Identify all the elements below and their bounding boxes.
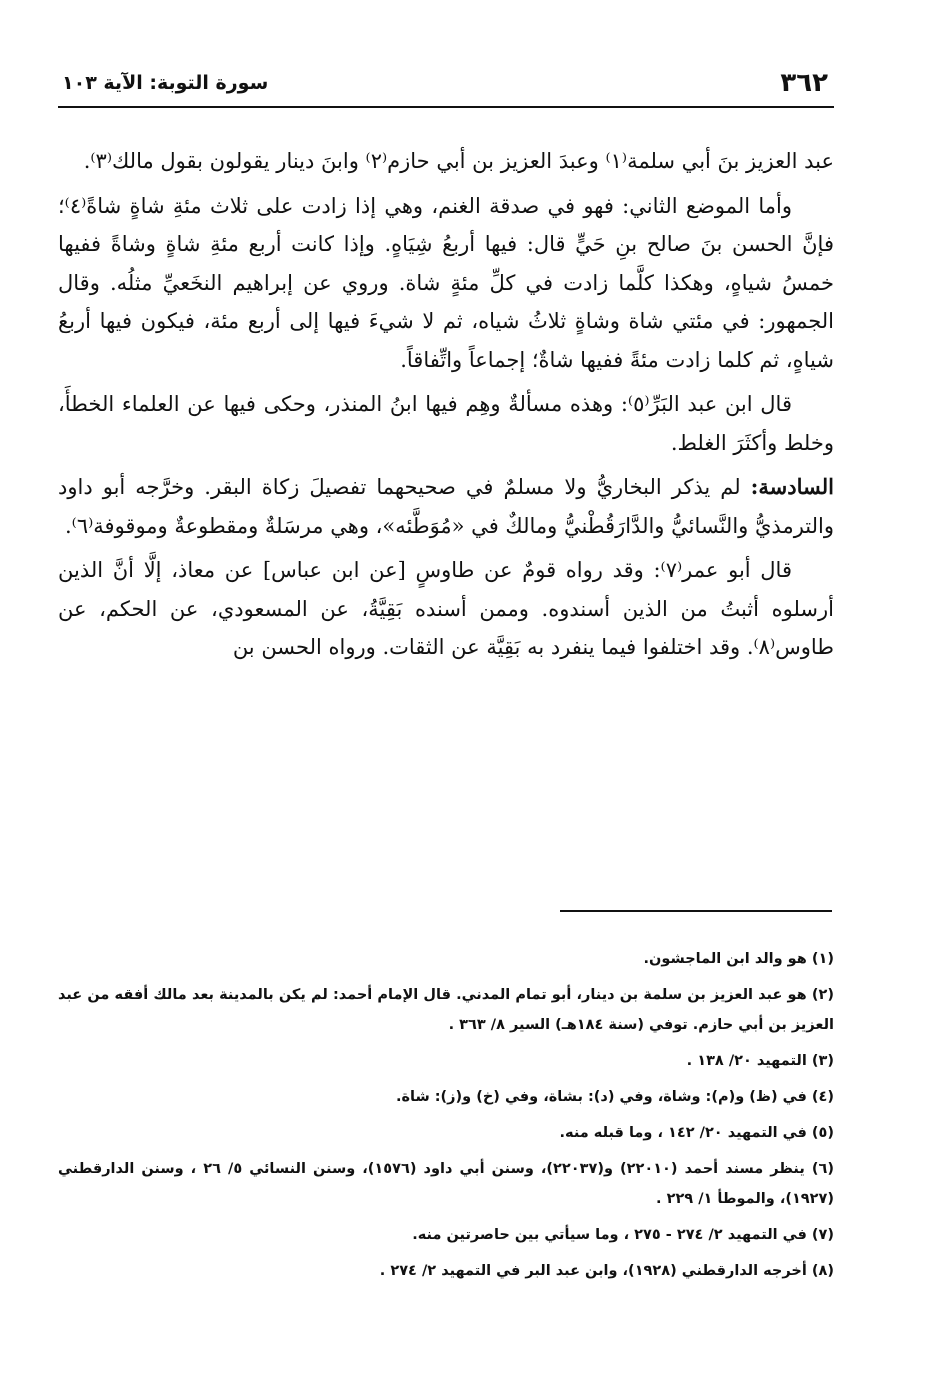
paragraph-3: قال ابن عبد البَرِّ⁽٥⁾: وهذه مسألةٌ وهِم فيها ابنُ المنذر، وحكى فيها عن العلماء الخطأَ، وخلط وأكثَرَ الغلط. [58,392,834,455]
footnote-1: (١) هو والد ابن الماجشون. [643,951,834,967]
paragraph-4-text: لم يذكر البخاريُّ ولا مسلمٌ في صحيحهما تفصيلَ زكاة البقر. وخرَّجه أبو داود والترمذيُّ والنَّسائيُّ والدَّارَقُطْنيُّ ومالكٌ في «مُوَطَّئه»، وهي مرسَلةٌ ومقطوعةٌ وموقوفة⁽٦⁾. [58,475,834,538]
page-header [58,66,834,108]
paragraph-1: عبد العزيز بنَ أبي سلمة⁽١⁾ وعبدَ العزيز بن أبي حازم⁽٢⁾ وابنَ دينار يقولون بقول مالك⁽٣⁾. [83,149,834,173]
footnote-2: (٢) هو عبد العزيز بن سلمة بن دينار، أبو تمام المدني. قال الإمام أحمد: لم يكن بالمدينة بعد مالك أفقه من عبد العزيز بن أبي حازم. توفي (سنة ١٨٤هـ) السير ٨/ ٣٦٣ . [58,987,834,1033]
footnote-4: (٤) في (ظ) و(م): وشاة، وفي (د): بشاة، وفي (خ) و(ز): شاة. [395,1089,834,1105]
section-label: السادسة: [750,474,834,499]
footnotes [58,944,834,1292]
paragraph-2: وأما الموضع الثاني: فهو في صدقة الغنم، وهي إذا زادت على ثلاث مئةِ شاةٍ شاةً⁽٤⁾؛ فإنَّ الحسن بنَ صالح بنِ حَيٍّ قال: فيها أربعُ شِيَاهٍ. وإذا كانت أربع مئةِ شاةٍ وشاةً ففيها خمسُ شياهٍ، وهكذا كلَّما زادت في كلِّ مئةٍ شاة. وروي عن إبراهيم النخَعيِّ مثلُه. وقال الجمهور: في مئتي شاة وشاةٍ ثلاثُ شياه، ثم لا شيءَ فيها إلى أربع مئة، فيكون فيها أربعُ شياهٍ، ثم كلما زادت مئةً ففيها شاةٌ؛ إجماعاً واتِّفاقاً. [58,193,834,372]
footnote-8: (٨) أخرجه الدارقطني (١٩٢٨)، وابن عبد البر في التمهيد ٢/ ٢٧٤ . [379,1263,834,1279]
running-title: سورة التوبة: الآية ١٠٣ [62,72,269,94]
footnote-7: (٧) في التمهيد ٢/ ٢٧٤ - ٢٧٥ ، وما سيأتي بين حاصرتين منه. [412,1227,834,1243]
footnote-3: (٣) التمهيد ٢٠/ ١٣٨ . [686,1053,834,1069]
footnote-5: (٥) في التمهيد ٢٠/ ١٤٢ ، وما قبله منه. [559,1125,834,1141]
main-text [58,142,834,673]
footnote-6: (٦) ينظر مسند أحمد (٢٢٠١٠) و(٢٢٠٣٧)، وسنن أبي داود (١٥٧٦)، وسنن النسائي ٥/ ٢٦ ، وسنن الدارقطني (١٩٢٧)، والموطأ ١/ ٢٢٩ . [58,1161,834,1207]
page-number: ٣٦٢ [780,68,828,98]
footnote-separator [560,910,832,912]
paragraph-4 [58,468,834,545]
paragraph-5: قال أبو عمر⁽٧⁾: وقد رواه قومٌ عن طاوسٍ [عن ابن عباس] عن معاذ، إلَّا أنَّ الذين أرسلوه أثبتُ من الذين أسندوه. وممن أسنده بَقِيَّةُ، عن المسعودي، عن الحكم، عن طاوس⁽٨⁾. وقد اختلفوا فيما ينفرد به بَقِيَّة عن الثقات. ورواه الحسن بن [58,558,834,659]
